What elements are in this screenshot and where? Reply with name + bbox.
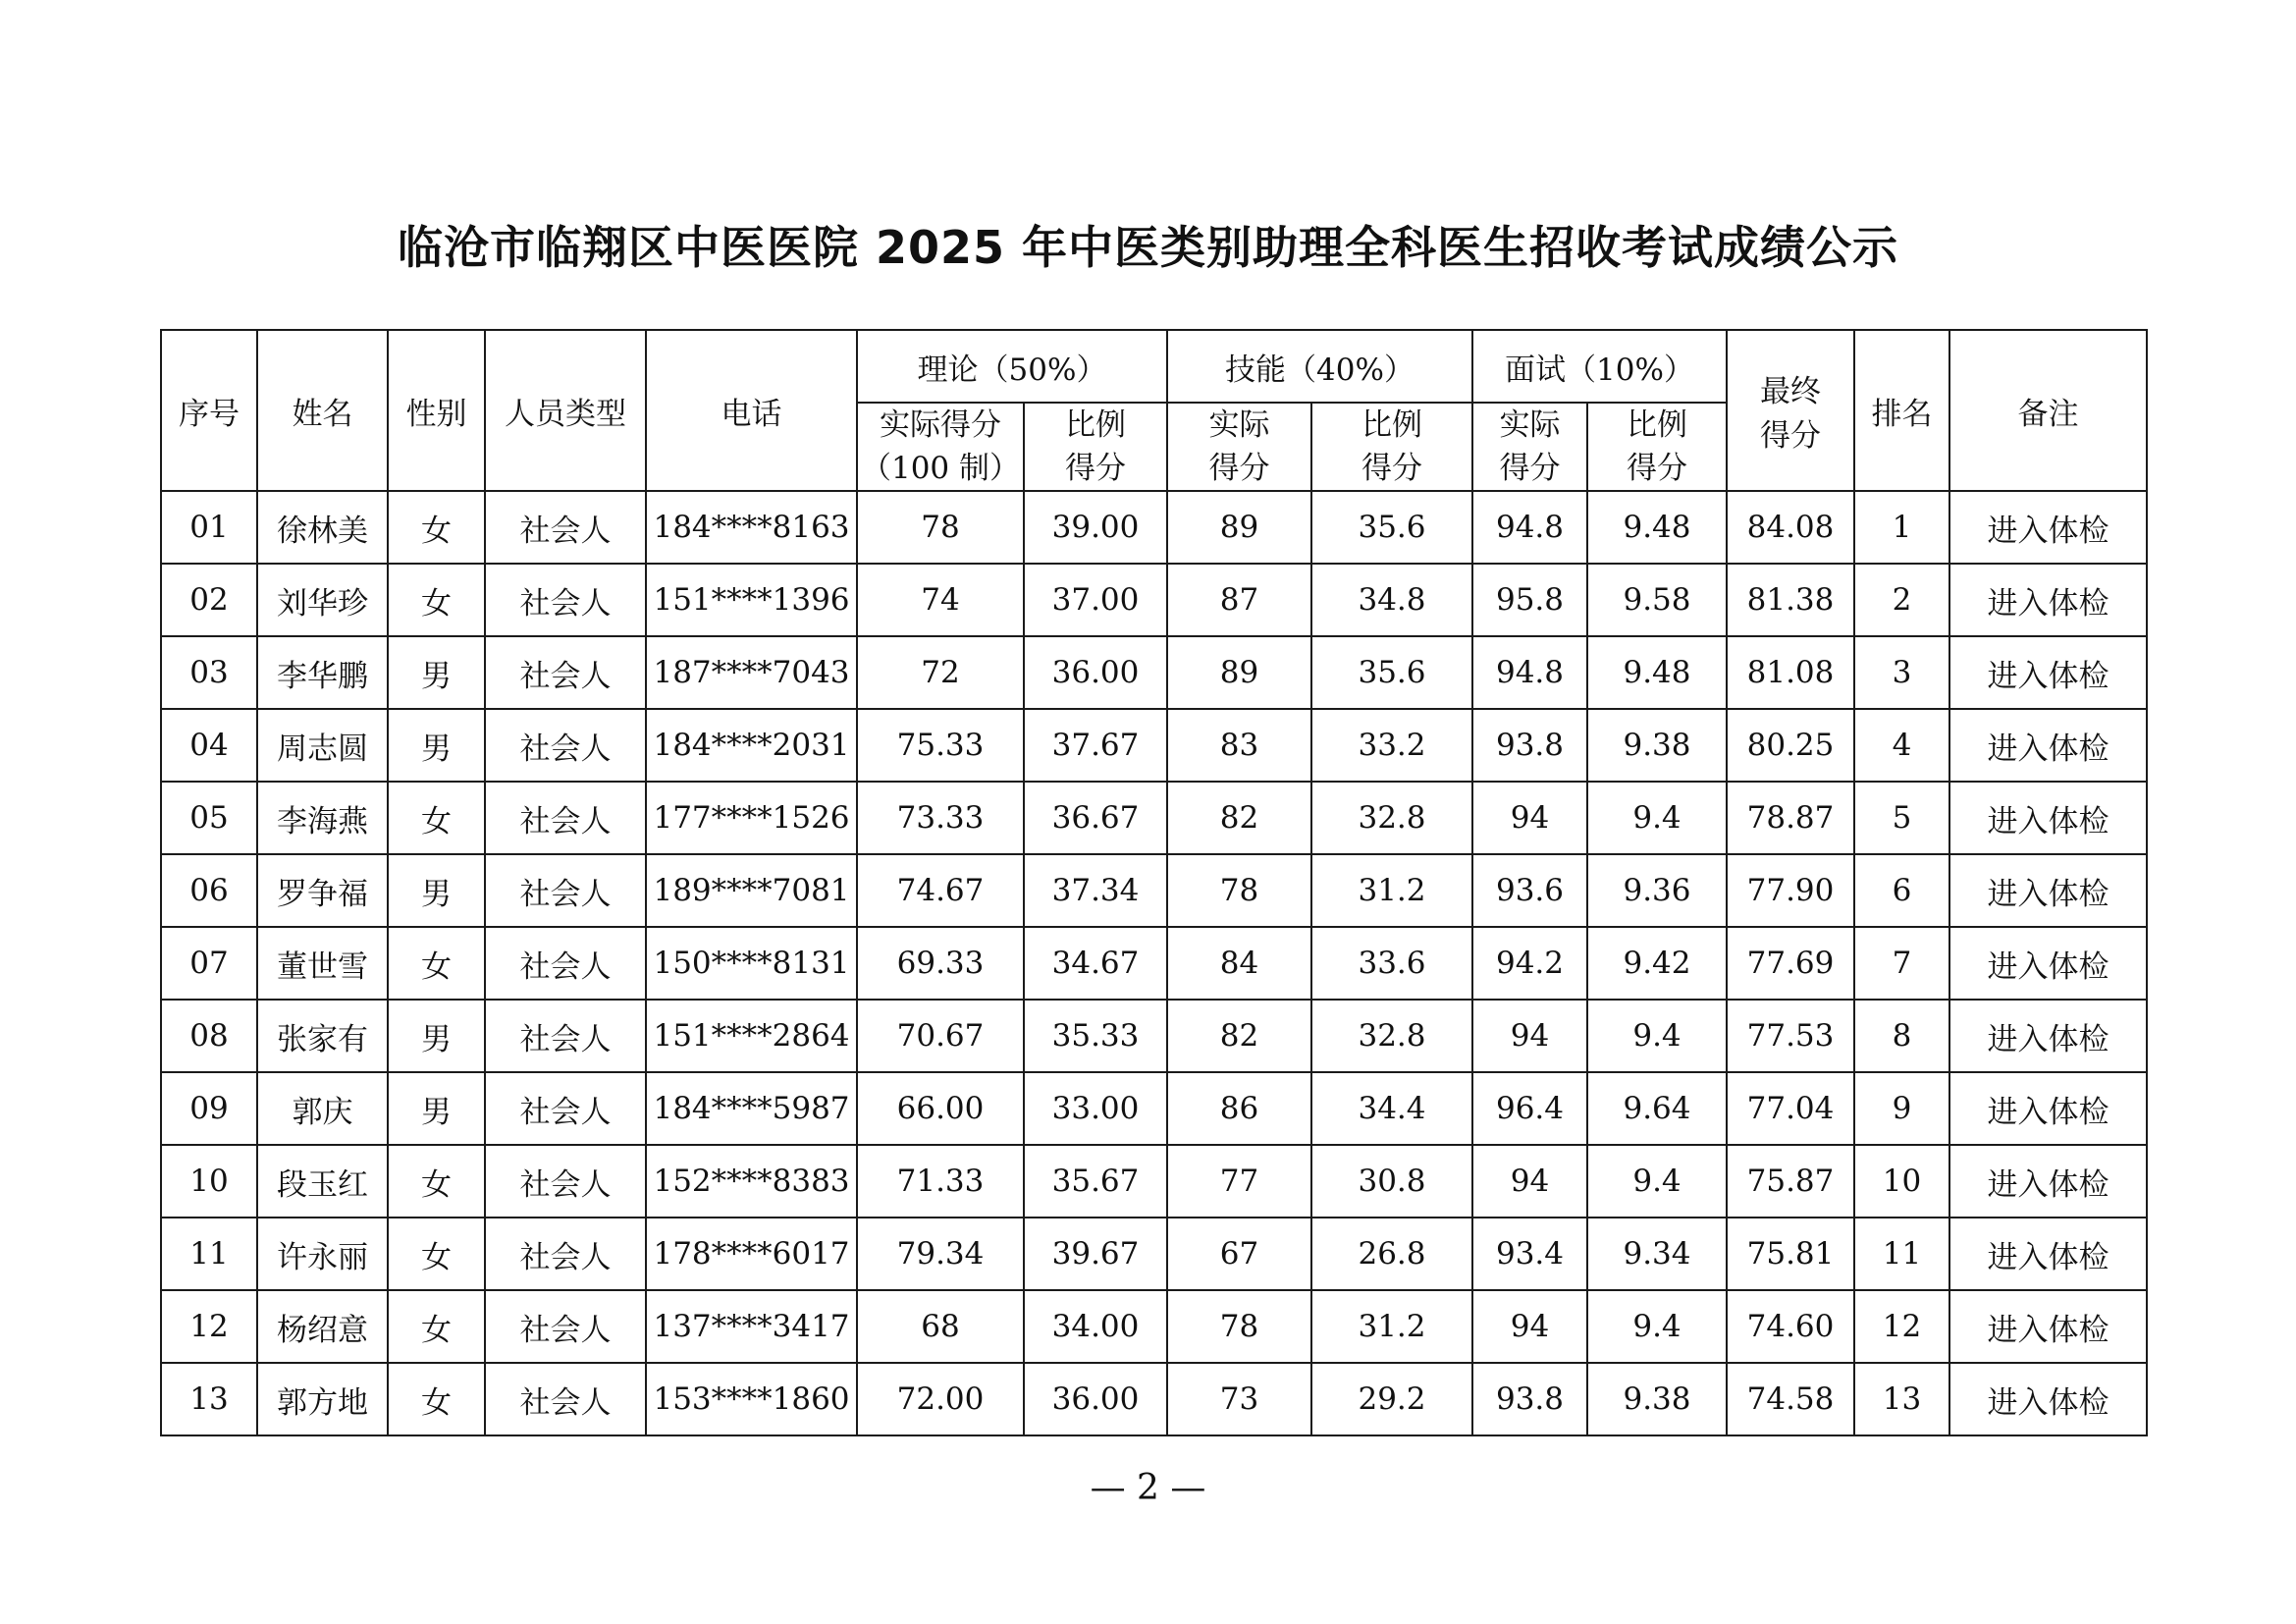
header-final-line1: 最终 [1760, 374, 1821, 409]
document-title: 临沧市临翔区中医医院 2025 年中医类别助理全科医生招收考试成绩公示 [397, 221, 1899, 274]
cell-theory-actual: 78 [857, 491, 1024, 564]
cell-phone: 152****8383 [646, 1145, 857, 1218]
cell-theory-ratio: 36.00 [1024, 1363, 1167, 1435]
cell-name: 李海燕 [257, 782, 388, 854]
cell-remark: 进入体检 [1949, 636, 2147, 709]
header-interview-actual-line1: 实际 [1499, 407, 1561, 443]
cell-rank: 11 [1854, 1218, 1949, 1290]
table-row [161, 491, 2147, 564]
cell-seq: 03 [161, 636, 257, 709]
cell-skill-ratio: 31.2 [1311, 854, 1472, 927]
header-rank: 排名 [1854, 330, 1949, 491]
cell-gender: 女 [388, 564, 485, 636]
cell-seq: 12 [161, 1290, 257, 1363]
cell-remark: 进入体检 [1949, 1290, 2147, 1363]
table-body [161, 491, 2147, 1435]
cell-theory-ratio: 33.00 [1024, 1072, 1167, 1145]
cell-skill-ratio: 30.8 [1311, 1145, 1472, 1218]
cell-rank: 10 [1854, 1145, 1949, 1218]
cell-skill-ratio: 26.8 [1311, 1218, 1472, 1290]
table-row [161, 927, 2147, 1000]
cell-final: 81.08 [1727, 636, 1854, 709]
header-interview-ratio [1587, 403, 1727, 491]
cell-skill-actual: 77 [1167, 1145, 1311, 1218]
cell-final: 77.04 [1727, 1072, 1854, 1145]
cell-final: 74.58 [1727, 1363, 1854, 1435]
cell-skill-ratio: 33.6 [1311, 927, 1472, 1000]
cell-category: 社会人 [485, 709, 646, 782]
header-skill-ratio-line1: 比例 [1362, 407, 1422, 443]
cell-rank: 3 [1854, 636, 1949, 709]
cell-interview-actual: 94.2 [1472, 927, 1587, 1000]
header-name: 姓名 [257, 330, 388, 491]
cell-rank: 12 [1854, 1290, 1949, 1363]
cell-name: 张家有 [257, 1000, 388, 1072]
cell-gender: 女 [388, 782, 485, 854]
cell-skill-ratio: 35.6 [1311, 636, 1472, 709]
cell-phone: 187****7043 [646, 636, 857, 709]
cell-remark: 进入体检 [1949, 491, 2147, 564]
cell-interview-ratio: 9.64 [1587, 1072, 1727, 1145]
cell-name: 罗争福 [257, 854, 388, 927]
cell-interview-ratio: 9.36 [1587, 854, 1727, 927]
header-row-top [161, 330, 2147, 403]
cell-interview-ratio: 9.4 [1587, 1000, 1727, 1072]
cell-final: 80.25 [1727, 709, 1854, 782]
cell-theory-actual: 71.33 [857, 1145, 1024, 1218]
cell-interview-actual: 94.8 [1472, 636, 1587, 709]
cell-final: 75.81 [1727, 1218, 1854, 1290]
cell-gender: 男 [388, 1000, 485, 1072]
cell-rank: 7 [1854, 927, 1949, 1000]
header-theory: 理论（50%） [857, 330, 1167, 403]
cell-skill-ratio: 33.2 [1311, 709, 1472, 782]
cell-final: 74.60 [1727, 1290, 1854, 1363]
cell-interview-ratio: 9.4 [1587, 782, 1727, 854]
header-theory-actual-line1: 实际得分 [880, 407, 1001, 443]
cell-skill-actual: 86 [1167, 1072, 1311, 1145]
cell-gender: 男 [388, 1072, 485, 1145]
cell-seq: 11 [161, 1218, 257, 1290]
cell-remark: 进入体检 [1949, 1072, 2147, 1145]
header-skill-ratio-line2: 得分 [1362, 451, 1422, 486]
cell-interview-actual: 94.8 [1472, 491, 1587, 564]
cell-phone: 178****6017 [646, 1218, 857, 1290]
cell-skill-ratio: 34.4 [1311, 1072, 1472, 1145]
cell-theory-ratio: 39.00 [1024, 491, 1167, 564]
cell-seq: 05 [161, 782, 257, 854]
cell-interview-ratio: 9.4 [1587, 1290, 1727, 1363]
cell-seq: 08 [161, 1000, 257, 1072]
cell-theory-ratio: 37.34 [1024, 854, 1167, 927]
cell-interview-actual: 93.4 [1472, 1218, 1587, 1290]
cell-remark: 进入体检 [1949, 709, 2147, 782]
header-final [1727, 330, 1854, 491]
cell-theory-actual: 69.33 [857, 927, 1024, 1000]
cell-final: 81.38 [1727, 564, 1854, 636]
cell-category: 社会人 [485, 782, 646, 854]
table-row [161, 564, 2147, 636]
cell-interview-ratio: 9.34 [1587, 1218, 1727, 1290]
cell-category: 社会人 [485, 636, 646, 709]
cell-rank: 5 [1854, 782, 1949, 854]
cell-gender: 男 [388, 709, 485, 782]
cell-interview-actual: 93.6 [1472, 854, 1587, 927]
header-remark: 备注 [1949, 330, 2147, 491]
cell-gender: 男 [388, 636, 485, 709]
cell-interview-ratio: 9.38 [1587, 1363, 1727, 1435]
table-row [161, 1145, 2147, 1218]
cell-final: 75.87 [1727, 1145, 1854, 1218]
cell-gender: 女 [388, 1145, 485, 1218]
cell-interview-actual: 94 [1472, 782, 1587, 854]
cell-final: 84.08 [1727, 491, 1854, 564]
cell-interview-actual: 95.8 [1472, 564, 1587, 636]
cell-phone: 150****8131 [646, 927, 857, 1000]
cell-remark: 进入体检 [1949, 854, 2147, 927]
cell-theory-actual: 74 [857, 564, 1024, 636]
header-interview-actual-line2: 得分 [1499, 451, 1561, 486]
cell-theory-actual: 79.34 [857, 1218, 1024, 1290]
header-interview-actual [1472, 403, 1587, 491]
cell-interview-actual: 93.8 [1472, 1363, 1587, 1435]
header-interview-ratio-line1: 比例 [1627, 407, 1687, 443]
table-row [161, 1290, 2147, 1363]
cell-seq: 01 [161, 491, 257, 564]
cell-theory-ratio: 36.67 [1024, 782, 1167, 854]
cell-phone: 184****2031 [646, 709, 857, 782]
cell-theory-ratio: 34.67 [1024, 927, 1167, 1000]
cell-phone: 184****8163 [646, 491, 857, 564]
cell-interview-ratio: 9.58 [1587, 564, 1727, 636]
cell-phone: 177****1526 [646, 782, 857, 854]
cell-phone: 137****3417 [646, 1290, 857, 1363]
header-theory-actual [857, 403, 1024, 491]
header-theory-actual-line2: （100 制） [860, 451, 1021, 486]
cell-skill-actual: 87 [1167, 564, 1311, 636]
cell-category: 社会人 [485, 564, 646, 636]
cell-name: 郭方地 [257, 1363, 388, 1435]
cell-theory-actual: 72 [857, 636, 1024, 709]
cell-skill-actual: 82 [1167, 782, 1311, 854]
cell-theory-ratio: 34.00 [1024, 1290, 1167, 1363]
cell-skill-ratio: 34.8 [1311, 564, 1472, 636]
cell-theory-actual: 66.00 [857, 1072, 1024, 1145]
cell-category: 社会人 [485, 1218, 646, 1290]
cell-final: 77.53 [1727, 1000, 1854, 1072]
cell-phone: 151****1396 [646, 564, 857, 636]
cell-theory-ratio: 37.00 [1024, 564, 1167, 636]
cell-theory-ratio: 36.00 [1024, 636, 1167, 709]
cell-seq: 09 [161, 1072, 257, 1145]
cell-phone: 151****2864 [646, 1000, 857, 1072]
cell-skill-ratio: 31.2 [1311, 1290, 1472, 1363]
cell-gender: 男 [388, 854, 485, 927]
cell-name: 李华鹏 [257, 636, 388, 709]
cell-skill-actual: 73 [1167, 1363, 1311, 1435]
cell-gender: 女 [388, 491, 485, 564]
table-row [161, 854, 2147, 927]
cell-final: 77.90 [1727, 854, 1854, 927]
cell-category: 社会人 [485, 491, 646, 564]
cell-interview-actual: 94 [1472, 1000, 1587, 1072]
cell-gender: 女 [388, 1218, 485, 1290]
cell-final: 78.87 [1727, 782, 1854, 854]
table-row [161, 709, 2147, 782]
cell-name: 周志圆 [257, 709, 388, 782]
header-skill-ratio [1311, 403, 1472, 491]
cell-theory-actual: 68 [857, 1290, 1024, 1363]
cell-skill-ratio: 29.2 [1311, 1363, 1472, 1435]
cell-remark: 进入体检 [1949, 1218, 2147, 1290]
cell-name: 郭庆 [257, 1072, 388, 1145]
cell-seq: 13 [161, 1363, 257, 1435]
cell-category: 社会人 [485, 1363, 646, 1435]
table-row [161, 1218, 2147, 1290]
cell-phone: 184****5987 [646, 1072, 857, 1145]
table-header [161, 330, 2147, 491]
cell-skill-actual: 84 [1167, 927, 1311, 1000]
cell-skill-actual: 89 [1167, 491, 1311, 564]
cell-skill-ratio: 35.6 [1311, 491, 1472, 564]
cell-skill-actual: 82 [1167, 1000, 1311, 1072]
table-row [161, 782, 2147, 854]
cell-skill-actual: 83 [1167, 709, 1311, 782]
header-phone: 电话 [646, 330, 857, 491]
cell-interview-ratio: 9.48 [1587, 636, 1727, 709]
cell-seq: 02 [161, 564, 257, 636]
cell-theory-actual: 74.67 [857, 854, 1024, 927]
cell-phone: 153****1860 [646, 1363, 857, 1435]
cell-rank: 6 [1854, 854, 1949, 927]
cell-rank: 9 [1854, 1072, 1949, 1145]
header-category: 人员类型 [485, 330, 646, 491]
cell-gender: 女 [388, 1363, 485, 1435]
cell-theory-ratio: 39.67 [1024, 1218, 1167, 1290]
header-seq: 序号 [161, 330, 257, 491]
cell-category: 社会人 [485, 1145, 646, 1218]
cell-interview-ratio: 9.42 [1587, 927, 1727, 1000]
cell-theory-ratio: 37.67 [1024, 709, 1167, 782]
cell-rank: 13 [1854, 1363, 1949, 1435]
page-number: — 2 — [1090, 1468, 1206, 1508]
header-interview: 面试（10%） [1472, 330, 1727, 403]
cell-name: 徐林美 [257, 491, 388, 564]
header-theory-ratio [1024, 403, 1167, 491]
cell-skill-actual: 67 [1167, 1218, 1311, 1290]
header-skill-actual [1167, 403, 1311, 491]
table-row [161, 1000, 2147, 1072]
cell-interview-actual: 94 [1472, 1290, 1587, 1363]
cell-theory-actual: 75.33 [857, 709, 1024, 782]
cell-theory-actual: 70.67 [857, 1000, 1024, 1072]
cell-category: 社会人 [485, 1290, 646, 1363]
cell-name: 董世雪 [257, 927, 388, 1000]
cell-theory-actual: 72.00 [857, 1363, 1024, 1435]
cell-theory-actual: 73.33 [857, 782, 1024, 854]
cell-theory-ratio: 35.33 [1024, 1000, 1167, 1072]
cell-seq: 10 [161, 1145, 257, 1218]
cell-name: 杨绍意 [257, 1290, 388, 1363]
cell-category: 社会人 [485, 1000, 646, 1072]
cell-skill-actual: 78 [1167, 854, 1311, 927]
header-final-line2: 得分 [1760, 418, 1821, 454]
cell-interview-actual: 93.8 [1472, 709, 1587, 782]
cell-name: 段玉红 [257, 1145, 388, 1218]
cell-name: 许永丽 [257, 1218, 388, 1290]
table-row [161, 1072, 2147, 1145]
cell-category: 社会人 [485, 927, 646, 1000]
header-theory-ratio-line2: 得分 [1065, 451, 1126, 486]
cell-rank: 2 [1854, 564, 1949, 636]
cell-rank: 8 [1854, 1000, 1949, 1072]
cell-remark: 进入体检 [1949, 782, 2147, 854]
cell-remark: 进入体检 [1949, 1145, 2147, 1218]
cell-seq: 07 [161, 927, 257, 1000]
cell-gender: 女 [388, 927, 485, 1000]
cell-rank: 4 [1854, 709, 1949, 782]
cell-seq: 04 [161, 709, 257, 782]
header-gender: 性别 [388, 330, 485, 491]
score-table [160, 329, 2148, 1436]
cell-interview-actual: 96.4 [1472, 1072, 1587, 1145]
cell-category: 社会人 [485, 1072, 646, 1145]
cell-interview-ratio: 9.48 [1587, 491, 1727, 564]
cell-remark: 进入体检 [1949, 1000, 2147, 1072]
header-skill-actual-line1: 实际 [1208, 407, 1270, 443]
cell-skill-actual: 89 [1167, 636, 1311, 709]
cell-skill-actual: 78 [1167, 1290, 1311, 1363]
cell-theory-ratio: 35.67 [1024, 1145, 1167, 1218]
header-interview-ratio-line2: 得分 [1627, 451, 1687, 486]
cell-name: 刘华珍 [257, 564, 388, 636]
cell-remark: 进入体检 [1949, 927, 2147, 1000]
header-theory-ratio-line1: 比例 [1065, 407, 1126, 443]
cell-interview-actual: 94 [1472, 1145, 1587, 1218]
cell-final: 77.69 [1727, 927, 1854, 1000]
cell-gender: 女 [388, 1290, 485, 1363]
cell-rank: 1 [1854, 491, 1949, 564]
cell-skill-ratio: 32.8 [1311, 782, 1472, 854]
cell-category: 社会人 [485, 854, 646, 927]
header-skill-actual-line2: 得分 [1208, 451, 1270, 486]
cell-remark: 进入体检 [1949, 564, 2147, 636]
cell-seq: 06 [161, 854, 257, 927]
cell-remark: 进入体检 [1949, 1363, 2147, 1435]
cell-phone: 189****7081 [646, 854, 857, 927]
table-row [161, 1363, 2147, 1435]
cell-skill-ratio: 32.8 [1311, 1000, 1472, 1072]
cell-interview-ratio: 9.4 [1587, 1145, 1727, 1218]
cell-interview-ratio: 9.38 [1587, 709, 1727, 782]
table-row [161, 636, 2147, 709]
header-skill: 技能（40%） [1167, 330, 1472, 403]
